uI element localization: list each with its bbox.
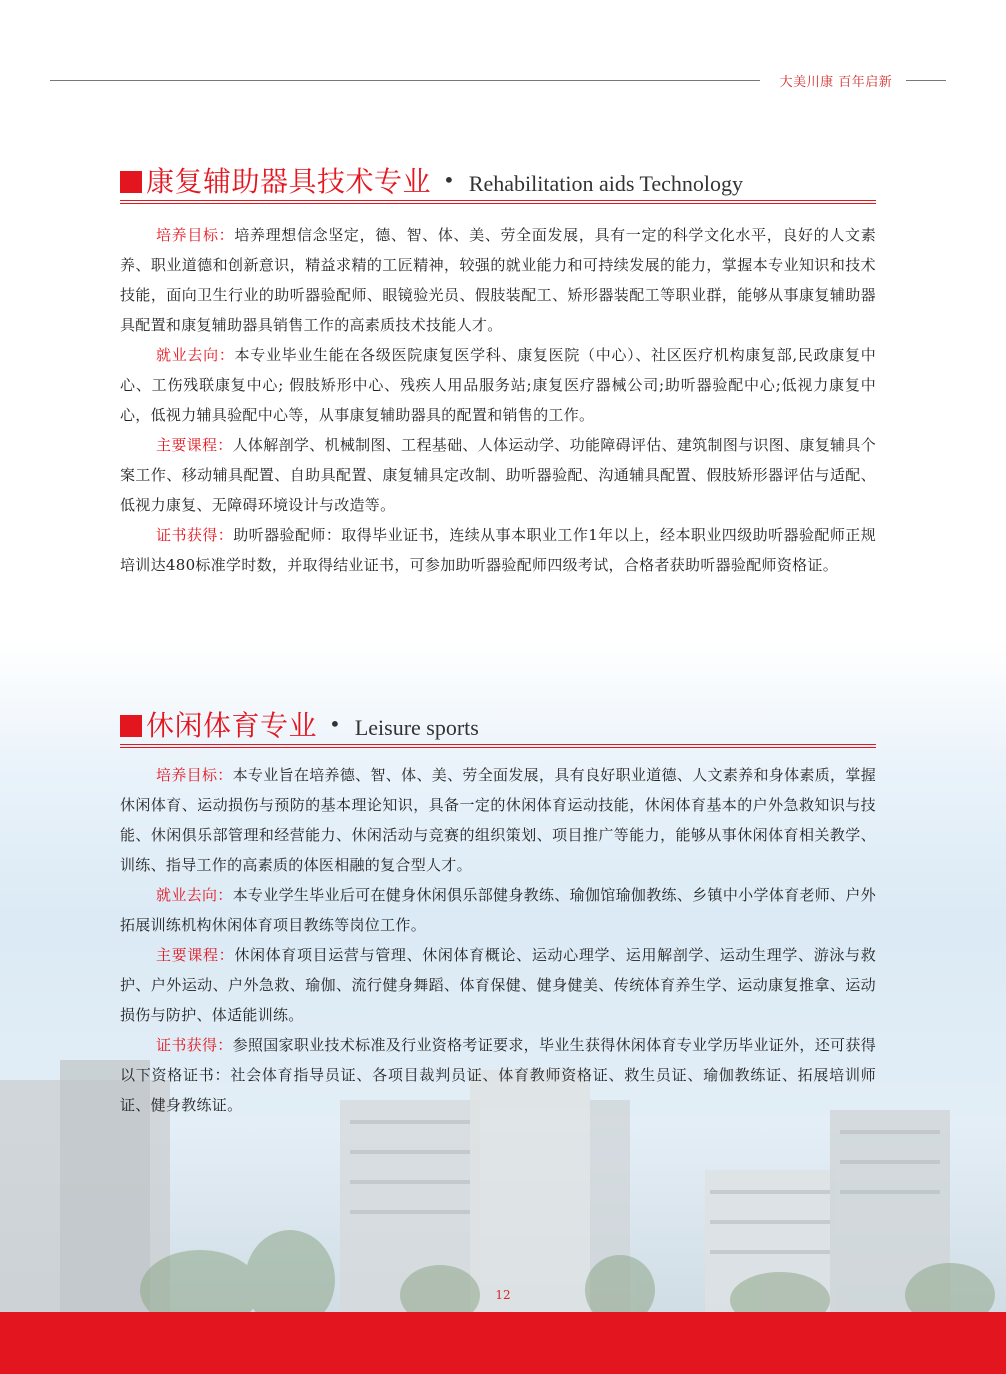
paragraph-employment [120, 340, 876, 430]
heading-bullet-icon: • [443, 168, 455, 192]
paragraph-training-goal [120, 760, 876, 880]
paragraph-text: 参照国家职业技术标准及行业资格考证要求，毕业生获得休闲体育专业学历毕业证外，还可获得以下资格证书：社会体育指导员证、各项目裁判员证、体育教师资格证、救生员证、瑜伽教练证、拓展培训师证、健身教练证。 [120, 1036, 876, 1114]
paragraph-text: 休闲体育项目运营与管理、休闲体育概论、运动心理学、运用解剖学、运动生理学、游泳与救护、户外运动、户外急救、瑜伽、流行健身舞蹈、体育保健、健身健美、传统体育养生学、运动康复推拿、运动损伤与防护、体适能训练。 [120, 946, 876, 1024]
paragraph-text: 本专业旨在培养德、智、体、美、劳全面发展，具有良好职业道德、人文素养和身体素质，掌握休闲体育、运动损伤与预防的基本理论知识，具备一定的休闲体育运动技能，休闲体育基本的户外急救知识与技能、休闲俱乐部管理和经营能力、休闲活动与竞赛的组织策划、项目推广等能力，能够从事休闲体育相关教学、训练、指导工作的高素质的体医相融的复合型人才。 [120, 766, 876, 874]
paragraph-text: 培养理想信念坚定，德、智、体、美、劳全面发展，具有一定的科学文化水平，良好的人文素养、职业道德和创新意识，精益求精的工匠精神，较强的就业能力和可持续发展的能力，掌握本专业知识和技术技能，面向卫生行业的助听器验配师、眼镜验光员、假肢装配工、矫形器装配工等职业群，能够从事康复辅助器具配置和康复辅助器具销售工作的高素质技术技能人才。 [120, 226, 876, 334]
paragraph-label: 培养目标： [156, 766, 233, 784]
heading-bullet-icon: • [329, 712, 341, 736]
paragraph-label: 就业去向： [156, 346, 235, 364]
paragraph-label: 就业去向： [156, 886, 233, 904]
section-heading-leisure-sports [120, 704, 479, 744]
paragraph-certificates [120, 520, 876, 580]
page-number: 12 [495, 1288, 511, 1302]
paragraph-text: 助听器验配师：取得毕业证书，连续从事本职业工作1年以上，经本职业四级助听器验配师正规培训达480标准学时数，并取得结业证书，可参加助听器验配师四级考试，合格者获助听器验配师资格证。 [120, 526, 876, 574]
paragraph-employment [120, 880, 876, 940]
paragraph-training-goal [120, 220, 876, 340]
header-rule-right [906, 80, 946, 81]
header-motto: 大美川康 百年启新 [779, 75, 893, 90]
footer-band [0, 1312, 1006, 1374]
section-title-cn: 休闲体育专业 [146, 709, 318, 742]
section-rule [120, 744, 876, 748]
section-body-leisure-sports [120, 760, 876, 1120]
paragraph-courses [120, 430, 876, 520]
paragraph-label: 主要课程： [156, 436, 233, 454]
paragraph-text: 本专业毕业生能在各级医院康复医学科、康复医院（中心）、社区医疗机构康复部,民政康复中心、工伤残联康复中心; 假肢矫形中心、残疾人用品服务站;康复医疗器械公司;助听器验配中心;低视力康复中心，低视力辅具验配中心等，从事康复辅助器具的配置和销售的工作。 [120, 346, 876, 424]
paragraph-label: 证书获得： [156, 1036, 233, 1054]
section-rule [120, 200, 876, 204]
paragraph-label: 培养目标： [156, 226, 235, 244]
section-title-en: Rehabilitation aids Technology [468, 171, 744, 196]
section-heading-rehabilitation [120, 160, 743, 200]
paragraph-certificates [120, 1030, 876, 1120]
paragraph-label: 主要课程： [156, 946, 235, 964]
paragraph-courses [120, 940, 876, 1030]
paragraph-text: 人体解剖学、机械制图、工程基础、人体运动学、功能障碍评估、建筑制图与识图、康复辅具个案工作、移动辅具配置、自助具配置、康复辅具定改制、助听器验配、沟通辅具配置、假肢矫形器评估与适配、低视力康复、无障碍环境设计与改造等。 [120, 436, 876, 514]
section-title-en: Leisure sports [354, 715, 479, 740]
header-rule-left [50, 80, 760, 81]
heading-square-icon [120, 715, 142, 737]
section-body-rehabilitation [120, 220, 876, 580]
heading-square-icon [120, 171, 142, 193]
paragraph-label: 证书获得： [156, 526, 234, 544]
section-title-cn: 康复辅助器具技术专业 [146, 165, 432, 198]
paragraph-text: 本专业学生毕业后可在健身休闲俱乐部健身教练、瑜伽馆瑜伽教练、乡镇中小学体育老师、户外拓展训练机构休闲体育项目教练等岗位工作。 [120, 886, 876, 934]
